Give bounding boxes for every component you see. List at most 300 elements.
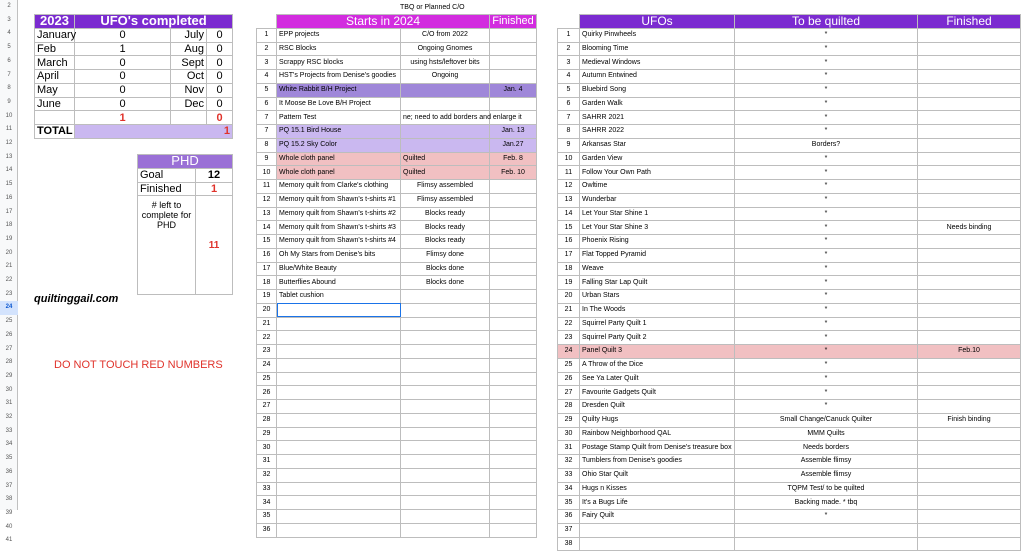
ufo-name[interactable]: Bluebird Song	[580, 83, 735, 97]
empty-cell[interactable]	[171, 111, 207, 125]
starts-finished-header[interactable]: Finished	[490, 15, 537, 29]
finished-value[interactable]: 1	[196, 182, 233, 196]
row-index[interactable]: 22	[558, 317, 580, 331]
ufo-finished[interactable]	[918, 372, 1021, 386]
project-finished[interactable]: Jan. 13	[490, 125, 537, 139]
ufo-finished[interactable]	[918, 70, 1021, 84]
row-index[interactable]: 22	[257, 331, 277, 345]
project-name[interactable]	[277, 523, 401, 537]
ufo-name[interactable]: Rainbow Neighborhood QAL	[580, 427, 735, 441]
ufo-name[interactable]: Panel Quilt 3	[580, 345, 735, 359]
row-number[interactable]: 18	[5, 222, 13, 229]
ufo-quilted[interactable]: *	[735, 276, 918, 290]
ufo-name[interactable]: Quilty Hugs	[580, 413, 735, 427]
month-cell[interactable]: Nov	[171, 83, 207, 97]
project-finished[interactable]	[490, 455, 537, 469]
project-name[interactable]: Memory quilt from Clarke's clothing	[277, 180, 401, 194]
sum-right[interactable]: 0	[207, 111, 233, 125]
project-name[interactable]	[277, 386, 401, 400]
value-cell[interactable]: 0	[207, 83, 233, 97]
project-note[interactable]	[401, 317, 490, 331]
project-name[interactable]	[277, 510, 401, 524]
project-name[interactable]: Scrappy RSC blocks	[277, 56, 401, 70]
row-index[interactable]: 10	[558, 152, 580, 166]
value-cell[interactable]: 0	[75, 28, 171, 42]
row-index[interactable]: 13	[558, 193, 580, 207]
row-number[interactable]: 21	[5, 263, 13, 270]
ufo-quilted[interactable]: *	[735, 166, 918, 180]
ufo-quilted[interactable]: *	[735, 262, 918, 276]
row-index[interactable]: 20	[558, 290, 580, 304]
total-label[interactable]: TOTAL	[35, 125, 75, 139]
ufo-finished[interactable]	[918, 97, 1021, 111]
row-index[interactable]: 4	[257, 70, 277, 84]
project-name[interactable]: Butterflies Abound	[277, 276, 401, 290]
project-note[interactable]: Ongoing Gnomes	[401, 42, 490, 56]
year-header[interactable]: 2023	[35, 15, 75, 29]
project-finished[interactable]	[490, 468, 537, 482]
row-number[interactable]: 38	[5, 496, 13, 503]
ufo-finished[interactable]	[918, 496, 1021, 510]
row-index[interactable]: 25	[558, 358, 580, 372]
ufo-name[interactable]: Autumn Entwined	[580, 70, 735, 84]
row-number[interactable]: 19	[5, 235, 13, 242]
month-cell[interactable]: March	[35, 56, 75, 70]
ufo-name[interactable]: Arkansas Star	[580, 138, 735, 152]
ufo-finished[interactable]	[918, 207, 1021, 221]
ufo-quilted[interactable]	[735, 523, 918, 537]
project-note[interactable]: Flimsy assembled	[401, 180, 490, 194]
project-finished[interactable]	[490, 358, 537, 372]
phd-header[interactable]: PHD	[138, 155, 233, 169]
project-finished[interactable]	[490, 400, 537, 414]
row-number[interactable]: 16	[5, 194, 13, 201]
ufo-finished[interactable]	[918, 290, 1021, 304]
value-cell[interactable]: 0	[207, 28, 233, 42]
goal-label[interactable]: Goal	[138, 168, 196, 182]
project-name[interactable]	[277, 468, 401, 482]
row-index[interactable]: 31	[558, 441, 580, 455]
row-index[interactable]: 27	[558, 386, 580, 400]
ufo-finished[interactable]	[918, 276, 1021, 290]
row-index[interactable]: 38	[558, 537, 580, 551]
project-finished[interactable]	[490, 290, 537, 304]
row-index[interactable]: 21	[257, 317, 277, 331]
row-index[interactable]: 18	[257, 276, 277, 290]
project-note[interactable]	[401, 523, 490, 537]
project-note[interactable]: Blocks ready	[401, 221, 490, 235]
project-name[interactable]	[277, 413, 401, 427]
ufo-quilted[interactable]: *	[735, 345, 918, 359]
ufo-quilted[interactable]: *	[735, 358, 918, 372]
row-index[interactable]: 28	[558, 400, 580, 414]
row-number[interactable]: 31	[5, 400, 13, 407]
ufo-finished[interactable]	[918, 386, 1021, 400]
ufo-name[interactable]: Blooming Time	[580, 42, 735, 56]
project-finished[interactable]	[490, 303, 537, 317]
row-index[interactable]: 33	[257, 482, 277, 496]
row-index[interactable]: 13	[257, 207, 277, 221]
project-finished[interactable]	[490, 427, 537, 441]
project-finished[interactable]	[490, 70, 537, 84]
project-note[interactable]	[401, 303, 490, 317]
ufo-quilted[interactable]	[735, 537, 918, 551]
month-cell[interactable]: Feb	[35, 42, 75, 56]
row-index[interactable]: 36	[558, 510, 580, 524]
total-value[interactable]: 1	[75, 125, 233, 139]
row-number[interactable]: 30	[5, 386, 13, 393]
row-number[interactable]: 6	[7, 57, 11, 64]
project-name[interactable]	[277, 496, 401, 510]
project-note[interactable]	[401, 97, 490, 111]
ufo-finished[interactable]	[918, 523, 1021, 537]
project-note[interactable]	[401, 358, 490, 372]
ufo-name[interactable]: Squirrel Party Quilt 1	[580, 317, 735, 331]
row-index[interactable]: 17	[257, 262, 277, 276]
project-note[interactable]: Blocks done	[401, 276, 490, 290]
project-note[interactable]: using hsts/leftover bits	[401, 56, 490, 70]
project-name[interactable]	[277, 441, 401, 455]
row-index[interactable]: 4	[558, 70, 580, 84]
ufo-finished[interactable]	[918, 83, 1021, 97]
ufo-quilted[interactable]: *	[735, 111, 918, 125]
ufo-quilted[interactable]: *	[735, 152, 918, 166]
project-note[interactable]	[401, 427, 490, 441]
ufo-finished[interactable]	[918, 125, 1021, 139]
ufo-finished[interactable]	[918, 42, 1021, 56]
ufo-quilted[interactable]: Backing made. * tbq	[735, 496, 918, 510]
row-number[interactable]: 33	[5, 427, 13, 434]
row-index[interactable]: 19	[558, 276, 580, 290]
ufo-finished[interactable]	[918, 166, 1021, 180]
ufo-quilted[interactable]: *	[735, 510, 918, 524]
ufo-finished[interactable]	[918, 537, 1021, 551]
project-finished[interactable]	[490, 56, 537, 70]
left-label[interactable]: # left to complete for PHD	[138, 196, 196, 295]
ufo-name[interactable]: Garden Walk	[580, 97, 735, 111]
ufo-name[interactable]: SAHRR 2021	[580, 111, 735, 125]
row-index[interactable]: 26	[257, 386, 277, 400]
ufo-quilted[interactable]: *	[735, 70, 918, 84]
project-finished[interactable]	[490, 262, 537, 276]
row-index[interactable]: 36	[257, 523, 277, 537]
ufo-name[interactable]: See Ya Later Quilt	[580, 372, 735, 386]
project-name[interactable]: PQ 15.2 Sky Color	[277, 138, 401, 152]
row-index[interactable]: 35	[558, 496, 580, 510]
ufo-name[interactable]: Squirrel Party Quilt 2	[580, 331, 735, 345]
project-name[interactable]: EPP projects	[277, 28, 401, 42]
project-note[interactable]	[401, 455, 490, 469]
project-note[interactable]	[401, 83, 490, 97]
project-finished[interactable]	[490, 276, 537, 290]
ufo-quilted[interactable]: *	[735, 56, 918, 70]
row-number[interactable]: 4	[7, 30, 11, 37]
ufo-name[interactable]: Quirky Pinwheels	[580, 28, 735, 42]
ufo-quilted[interactable]: MMM Quilts	[735, 427, 918, 441]
ufo-name[interactable]: Favourite Gadgets Quilt	[580, 386, 735, 400]
row-index[interactable]: 15	[558, 221, 580, 235]
month-cell[interactable]: April	[35, 70, 75, 84]
project-finished[interactable]: Feb. 10	[490, 166, 537, 180]
row-number[interactable]: 32	[5, 414, 13, 420]
project-name[interactable]	[277, 400, 401, 414]
value-cell[interactable]: 0	[207, 97, 233, 111]
ufo-name[interactable]: Garden View	[580, 152, 735, 166]
finished-label[interactable]: Finished	[138, 182, 196, 196]
row-index[interactable]: 34	[558, 482, 580, 496]
ufo-quilted[interactable]: *	[735, 248, 918, 262]
ufo-finished[interactable]: Needs binding	[918, 221, 1021, 235]
ufo-name[interactable]: It's a Bugs Life	[580, 496, 735, 510]
ufo-quilted[interactable]: *	[735, 207, 918, 221]
project-name[interactable]: It Moose Be Love B/H Project	[277, 97, 401, 111]
row-number[interactable]: 14	[5, 167, 13, 174]
row-number[interactable]: 7	[7, 71, 11, 78]
project-name[interactable]: White Rabbit B/H Project	[277, 83, 401, 97]
ufo-name[interactable]: Tumblers from Denise's goodies	[580, 455, 735, 469]
ufo-finished[interactable]	[918, 482, 1021, 496]
row-index[interactable]: 14	[257, 221, 277, 235]
row-index[interactable]: 33	[558, 468, 580, 482]
project-finished[interactable]	[490, 372, 537, 386]
row-index[interactable]: 32	[257, 468, 277, 482]
month-cell[interactable]: January	[35, 28, 75, 42]
ufo-name[interactable]: Urban Stars	[580, 290, 735, 304]
ufo-quilted[interactable]: *	[735, 303, 918, 317]
row-index[interactable]: 1	[558, 28, 580, 42]
ufo-finished[interactable]: Feb.10	[918, 345, 1021, 359]
ufo-finished[interactable]	[918, 138, 1021, 152]
to-be-quilted-header[interactable]: To be quilted	[735, 15, 918, 29]
project-finished[interactable]	[490, 97, 537, 111]
row-number[interactable]: 2	[7, 3, 11, 9]
ufo-quilted[interactable]: *	[735, 221, 918, 235]
ufo-name[interactable]: A Throw of the Dice	[580, 358, 735, 372]
ufo-name[interactable]: Hugs n Kisses	[580, 482, 735, 496]
project-name[interactable]	[277, 482, 401, 496]
project-note[interactable]	[401, 345, 490, 359]
project-name[interactable]: Memory quilt from Shawn's t-shirts #4	[277, 235, 401, 249]
ufo-finished[interactable]	[918, 455, 1021, 469]
row-index[interactable]: 11	[558, 166, 580, 180]
row-index[interactable]: 29	[257, 427, 277, 441]
row-index[interactable]: 7	[257, 125, 277, 139]
row-number[interactable]: 37	[5, 482, 13, 489]
project-name[interactable]	[277, 317, 401, 331]
row-number[interactable]: 11	[5, 126, 13, 133]
row-index[interactable]: 29	[558, 413, 580, 427]
row-index[interactable]: 18	[558, 262, 580, 276]
ufo-finished[interactable]	[918, 152, 1021, 166]
row-number[interactable]: 12	[5, 140, 13, 146]
value-cell[interactable]: 1	[75, 42, 171, 56]
row-index[interactable]: 23	[257, 345, 277, 359]
project-finished[interactable]	[490, 496, 537, 510]
project-note[interactable]: C/O from 2022	[401, 28, 490, 42]
ufo-name[interactable]: Medieval Windows	[580, 56, 735, 70]
row-number[interactable]: 39	[5, 509, 13, 516]
ufo-quilted[interactable]: *	[735, 386, 918, 400]
empty-cell[interactable]	[35, 111, 75, 125]
starts-header[interactable]: Starts in 2024	[277, 15, 490, 29]
project-finished[interactable]	[490, 193, 537, 207]
project-note[interactable]: Blocks ready	[401, 235, 490, 249]
row-index[interactable]: 9	[257, 152, 277, 166]
project-name[interactable]	[277, 427, 401, 441]
ufo-quilted[interactable]: Assemble flimsy	[735, 455, 918, 469]
project-finished[interactable]: Jan. 4	[490, 83, 537, 97]
project-name[interactable]: Pattern Test	[277, 111, 401, 125]
row-index[interactable]: 8	[257, 138, 277, 152]
ufo-finished[interactable]	[918, 28, 1021, 42]
row-index[interactable]: 16	[558, 235, 580, 249]
ufo-finished[interactable]: Finish binding	[918, 413, 1021, 427]
row-number[interactable]: 20	[5, 249, 13, 256]
project-finished[interactable]	[490, 317, 537, 331]
project-name[interactable]: Oh My Stars from Denise's bits	[277, 248, 401, 262]
ufo-name[interactable]: SAHRR 2022	[580, 125, 735, 139]
ufo-finished[interactable]	[918, 235, 1021, 249]
project-note[interactable]: ne; need to add borders and enlarge it	[401, 111, 490, 125]
project-note[interactable]	[401, 413, 490, 427]
ufo-name[interactable]: In The Woods	[580, 303, 735, 317]
row-number[interactable]: 27	[5, 345, 13, 352]
ufo-name[interactable]: Owltime	[580, 180, 735, 194]
row-number[interactable]: 15	[5, 181, 13, 188]
ufo-quilted[interactable]: TQPM Test/ to be quilted	[735, 482, 918, 496]
row-index[interactable]: 21	[558, 303, 580, 317]
row-number[interactable]: 41	[5, 537, 13, 544]
row-number[interactable]: 24	[0, 301, 18, 315]
ufo-name[interactable]: Postage Stamp Quilt from Denise's treasure box	[580, 441, 735, 455]
ufo-quilted[interactable]: *	[735, 193, 918, 207]
row-number[interactable]: 25	[5, 318, 13, 325]
ufo-finished[interactable]	[918, 331, 1021, 345]
row-index[interactable]: 32	[558, 455, 580, 469]
row-number[interactable]: 40	[5, 523, 13, 530]
row-index[interactable]: 11	[257, 180, 277, 194]
ufo-quilted[interactable]: *	[735, 331, 918, 345]
value-cell[interactable]: 0	[75, 97, 171, 111]
ufo-finished[interactable]	[918, 193, 1021, 207]
ufo-quilted[interactable]: *	[735, 42, 918, 56]
project-note[interactable]	[401, 138, 490, 152]
project-finished[interactable]	[490, 180, 537, 194]
row-index[interactable]: 17	[558, 248, 580, 262]
ufo-quilted[interactable]: Needs borders	[735, 441, 918, 455]
ufo-name[interactable]: Phoenix Rising	[580, 235, 735, 249]
project-name[interactable]	[277, 372, 401, 386]
value-cell[interactable]: 0	[207, 56, 233, 70]
ufo-quilted[interactable]: *	[735, 97, 918, 111]
row-index[interactable]: 31	[257, 455, 277, 469]
ufo-finished[interactable]	[918, 262, 1021, 276]
project-note[interactable]	[401, 482, 490, 496]
project-name[interactable]: Whole cloth panel	[277, 152, 401, 166]
row-index[interactable]: 5	[257, 83, 277, 97]
project-name[interactable]	[277, 455, 401, 469]
ufo-quilted[interactable]: *	[735, 28, 918, 42]
ufo-name[interactable]: Falling Star Lap Quilt	[580, 276, 735, 290]
project-finished[interactable]	[490, 510, 537, 524]
row-number[interactable]: 35	[5, 455, 13, 462]
project-name[interactable]: Tablet cushion	[277, 290, 401, 304]
project-name[interactable]	[277, 345, 401, 359]
ufo-name[interactable]: Weave	[580, 262, 735, 276]
project-name[interactable]: RSC Blocks	[277, 42, 401, 56]
ufo-quilted[interactable]: *	[735, 83, 918, 97]
month-cell[interactable]: July	[171, 28, 207, 42]
row-index[interactable]: 10	[257, 166, 277, 180]
ufo-name[interactable]: Let Your Star Shine 1	[580, 207, 735, 221]
ufo-finished[interactable]	[918, 180, 1021, 194]
row-index[interactable]: 16	[257, 248, 277, 262]
ufo-name[interactable]	[580, 523, 735, 537]
project-note[interactable]	[401, 386, 490, 400]
project-finished[interactable]	[490, 331, 537, 345]
project-name[interactable]	[277, 303, 401, 317]
ufo-name[interactable]	[580, 537, 735, 551]
project-note[interactable]: Flimsy assembled	[401, 193, 490, 207]
ufos-header[interactable]: UFOs	[580, 15, 735, 29]
row-number[interactable]: 13	[5, 153, 13, 160]
project-note[interactable]: Ongoing	[401, 70, 490, 84]
ufo-finished[interactable]	[918, 427, 1021, 441]
ufo-quilted[interactable]: *	[735, 400, 918, 414]
project-note[interactable]: Blocks ready	[401, 207, 490, 221]
ufo-finished[interactable]	[918, 111, 1021, 125]
month-cell[interactable]: Oct	[171, 70, 207, 84]
row-number[interactable]: 5	[7, 44, 11, 51]
row-number[interactable]: 23	[5, 290, 13, 297]
row-number[interactable]: 36	[5, 468, 13, 475]
month-cell[interactable]: May	[35, 83, 75, 97]
left-value[interactable]: 11	[196, 196, 233, 295]
project-name[interactable]: Whole cloth panel	[277, 166, 401, 180]
month-cell[interactable]: Dec	[171, 97, 207, 111]
ufo-finished[interactable]	[918, 358, 1021, 372]
project-finished[interactable]	[490, 248, 537, 262]
row-number[interactable]: 22	[5, 277, 13, 283]
ufo-quilted[interactable]: Borders?	[735, 138, 918, 152]
month-cell[interactable]: June	[35, 97, 75, 111]
project-name[interactable]: Memory quilt from Shawn's t-shirts #1	[277, 193, 401, 207]
project-name[interactable]	[277, 331, 401, 345]
row-index[interactable]: 37	[558, 523, 580, 537]
row-index[interactable]: 8	[558, 125, 580, 139]
project-finished[interactable]	[490, 345, 537, 359]
row-index[interactable]: 35	[257, 510, 277, 524]
ufo-quilted[interactable]: *	[735, 235, 918, 249]
value-cell[interactable]: 0	[207, 70, 233, 84]
month-cell[interactable]: Sept	[171, 56, 207, 70]
project-finished[interactable]	[490, 221, 537, 235]
project-note[interactable]: Quilted	[401, 166, 490, 180]
row-index[interactable]: 12	[558, 180, 580, 194]
row-number[interactable]: 8	[7, 85, 11, 92]
row-index[interactable]: 7	[558, 111, 580, 125]
project-finished[interactable]	[490, 441, 537, 455]
project-name[interactable]: Blue/White Beauty	[277, 262, 401, 276]
project-note[interactable]	[401, 400, 490, 414]
row-index[interactable]: 3	[558, 56, 580, 70]
row-index[interactable]: 5	[558, 83, 580, 97]
ufo-finished[interactable]	[918, 400, 1021, 414]
ufo-quilted[interactable]: *	[735, 317, 918, 331]
project-finished[interactable]	[490, 28, 537, 42]
value-cell[interactable]: 0	[75, 70, 171, 84]
row-number[interactable]: 17	[5, 208, 13, 215]
